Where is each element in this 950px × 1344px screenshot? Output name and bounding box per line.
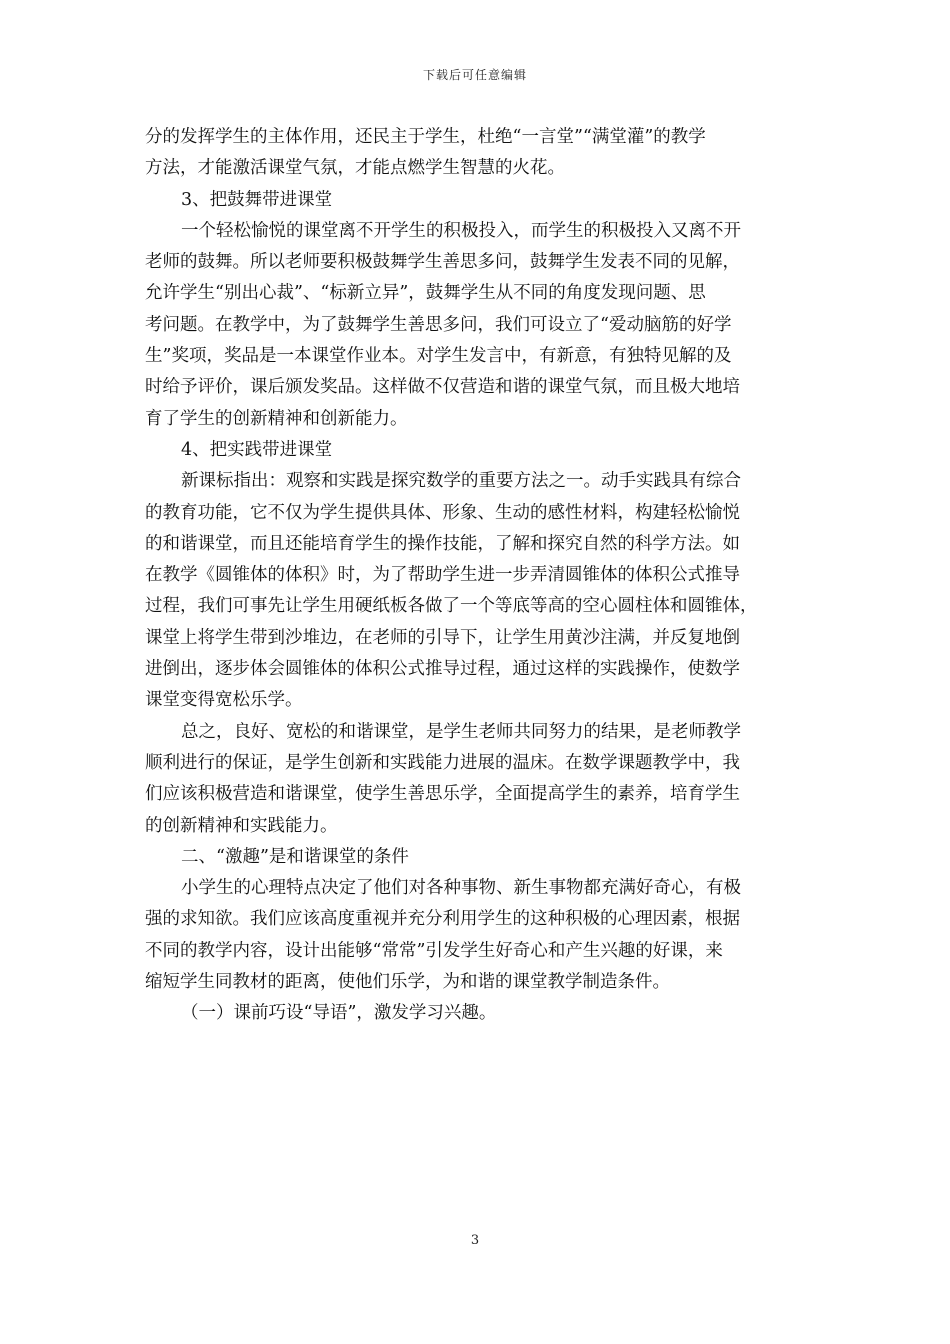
text-line: 强的求知欲。我们应该高度重视并充分利用学生的这种积极的心理因素，根据 (145, 909, 740, 930)
text-line: 4、把实践带进课堂 (181, 439, 333, 460)
text-line: 进倒出，逐步体会圆锥体的体积公式推导过程，通过这样的实践操作，使数学 (145, 659, 740, 680)
page-number: 3 (470, 1233, 480, 1248)
text-line: 不同的教学内容，设计出能够“常常”引发学生好奇心和产生兴趣的好课，来 (145, 940, 723, 961)
text-line: 分的发挥学生的主体作用，还民主于学生，杜绝“一言堂”“满堂灌”的教学 (145, 127, 706, 147)
text-line: 过程，我们可事先让学生用硬纸板各做了一个等底等高的空心圆柱体和圆锥体， (145, 596, 758, 617)
text-line: 考问题。在教学中，为了鼓舞学生善思多问，我们可设立了“爱动脑筋的好学 (145, 314, 732, 335)
text-line: 育了学生的创新精神和创新能力。 (145, 408, 408, 429)
text-line: 时给予评价，课后颁发奖品。这样做不仅营造和谐的课堂气氛，而且极大地培 (145, 377, 740, 398)
page-header: 下载后可任意编辑 (422, 68, 527, 82)
document-body (145, 122, 810, 1030)
text-line: 3、把鼓舞带进课堂 (181, 189, 333, 210)
text-line: 的创新精神和实践能力。 (145, 815, 338, 836)
text-line: 方法，才能激活课堂气氛，才能点燃学生智慧的火花。 (145, 158, 565, 179)
text-line: 小学生的心理特点决定了他们对各种事物、新生事物都充满好奇心，有极 (181, 878, 741, 899)
text-line: 顺利进行的保证，是学生创新和实践能力进展的温床。在数学课题教学中，我 (145, 752, 740, 773)
text-line: 允许学生“别出心裁”、“标新立异”，鼓舞学生从不同的角度发现问题、思 (145, 283, 706, 304)
text-line: 们应该积极营造和谐课堂，使学生善思乐学，全面提高学生的素养，培育学生 (145, 784, 740, 805)
text-line: 的教育功能，它不仅为学生提供具体、形象、生动的感性材料，构建轻松愉悦 (145, 502, 740, 523)
text-line: 生”奖项，奖品是一本课堂作业本。对学生发言中，有新意，有独特见解的及 (145, 346, 732, 367)
text-line: 课堂变得宽松乐学。 (145, 690, 303, 711)
text-line: 老师的鼓舞。所以老师要积极鼓舞学生善思多问，鼓舞学生发表不同的见解， (145, 252, 740, 273)
text-line: （一）课前巧设“导语”，激发学习兴趣。 (181, 1003, 497, 1024)
text-line: 一个轻松愉悦的课堂离不开学生的积极投入，而学生的积极投入又离不开 (181, 220, 741, 241)
text-line: 总之，良好、宽松的和谐课堂，是学生老师共同努力的结果，是老师教学 (181, 721, 741, 742)
text-line: 缩短学生同教材的距离，使他们乐学，为和谐的课堂教学制造条件。 (145, 972, 670, 993)
text-line: 二、“激趣”是和谐课堂的条件 (181, 846, 409, 867)
text-line: 的和谐课堂，而且还能培育学生的操作技能，了解和探究自然的科学方法。如 (145, 533, 740, 554)
text-line: 在教学《圆锥体的体积》时，为了帮助学生进一步弄清圆锥体的体积公式推导 (145, 565, 740, 586)
text-line: 课堂上将学生带到沙堆边，在老师的引导下，让学生用黄沙注满，并反复地倒 (145, 627, 740, 648)
text-line: 新课标指出：观察和实践是探究数学的重要方法之一。动手实践具有综合 (181, 471, 741, 492)
